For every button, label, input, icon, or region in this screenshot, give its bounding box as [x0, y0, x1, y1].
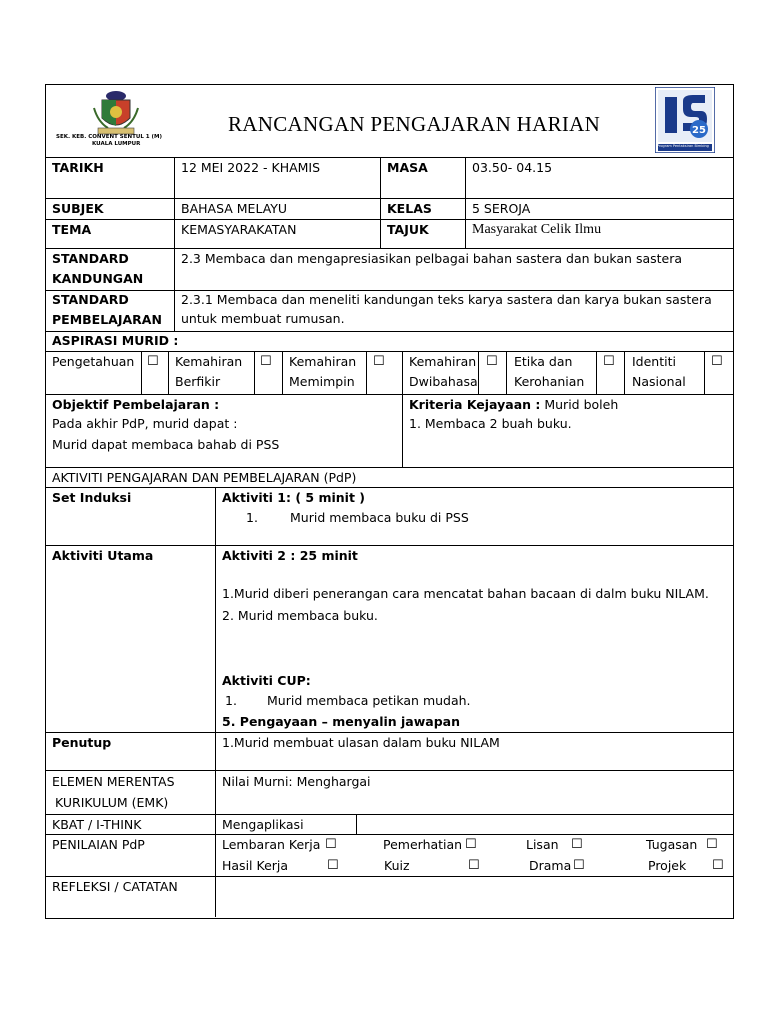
tarikh-value: 12 MEI 2022 - KHAMIS [181, 160, 321, 175]
penutup-value: 1.Murid membuat ulasan dalam buku NILAM [222, 735, 500, 750]
standard-pembelajaran-value: untuk membuat rumusan. [181, 311, 345, 326]
aktiviti-utama-line: 1.Murid diberi penerangan cara mencatat bahan bacaan di dalm buku NILAM. [222, 586, 709, 601]
set-induksi-num: 1. [246, 510, 258, 525]
penilaian-option: Tugasan [646, 837, 698, 852]
tarikh-label: TARIKH [52, 160, 104, 175]
set-induksi-label: Set Induksi [52, 490, 132, 505]
kelas-value: 5 SEROJA [472, 201, 531, 216]
masa-label: MASA [387, 160, 428, 175]
aktiviti-utama-title: Aktiviti 2 : 25 minit [222, 548, 358, 563]
set-induksi-title: Aktiviti 1: ( 5 minit ) [222, 490, 365, 505]
aktiviti-cup-title: Aktiviti CUP: [222, 673, 311, 688]
penilaian-option: Kuiz [384, 858, 410, 873]
aspirasi-checkbox[interactable]: ☐ [486, 354, 498, 369]
divider [624, 351, 625, 394]
divider [254, 351, 255, 394]
refleksi-field[interactable] [216, 877, 732, 916]
penilaian-checkbox[interactable]: ☐ [712, 858, 724, 873]
divider [478, 351, 479, 394]
divider [402, 394, 403, 467]
kelas-label: KELAS [387, 201, 432, 216]
standard-pembelajaran-value: 2.3.1 Membaca dan meneliti kandungan teks karya sastera dan karya bukan sastera [181, 292, 712, 307]
aspirasi-item-memimpin: Memimpin [289, 374, 355, 389]
tajuk-label: TAJUK [387, 222, 429, 237]
divider [366, 351, 367, 394]
penilaian-checkbox[interactable]: ☐ [573, 858, 585, 873]
aspirasi-item-etika: Etika dan [514, 354, 573, 369]
standard-kandungan-value: 2.3 Membaca dan mengapresiasikan pelbagai bahan sastera dan bukan sastera [181, 251, 683, 266]
aspirasi-checkbox[interactable]: ☐ [373, 354, 385, 369]
pengayaan-line: 5. Pengayaan – menyalin jawapan [222, 714, 460, 729]
aspirasi-checkbox[interactable]: ☐ [711, 354, 723, 369]
aspirasi-item-memimpin: Kemahiran [289, 354, 357, 369]
penilaian-checkbox[interactable]: ☐ [325, 837, 337, 852]
kriteria-heading [409, 395, 618, 415]
kriteria-heading-rest: Murid boleh [540, 397, 619, 412]
penilaian-checkbox[interactable]: ☐ [571, 837, 583, 852]
divider [174, 157, 175, 331]
objektif-line: Pada akhir PdP, murid dapat : [52, 416, 238, 431]
aspirasi-item-identiti: Identiti [632, 354, 676, 369]
penilaian-checkbox[interactable]: ☐ [465, 837, 477, 852]
penilaian-checkbox[interactable]: ☐ [327, 858, 339, 873]
kriteria-line: 1. Membaca 2 buah buku. [409, 416, 572, 431]
subjek-label: SUBJEK [52, 201, 104, 216]
subjek-value: BAHASA MELAYU [181, 201, 288, 216]
aktiviti-header: AKTIVITI PENGAJARAN DAN PEMBELAJARAN (PdP) [52, 470, 357, 485]
tema-value: KEMASYARAKATAN [181, 222, 297, 237]
divider [380, 157, 381, 248]
aspirasi-item-identiti: Nasional [632, 374, 686, 389]
emk-label: KURIKULUM (EMK) [55, 795, 169, 810]
aspirasi-item-dwibahasa: Kemahiran [409, 354, 477, 369]
penilaian-checkbox[interactable]: ☐ [468, 858, 480, 873]
penilaian-checkbox[interactable]: ☐ [706, 837, 718, 852]
program-logo-number: 25 [692, 125, 706, 136]
penilaian-option: Lisan [526, 837, 559, 852]
aktiviti-utama-label: Aktiviti Utama [52, 548, 154, 563]
aspirasi-checkbox[interactable]: ☐ [603, 354, 615, 369]
divider [506, 351, 507, 394]
penilaian-label: PENILAIAN PdP [52, 837, 145, 852]
divider [141, 351, 142, 394]
aspirasi-label: ASPIRASI MURID : [52, 333, 179, 348]
aktiviti-cup-num: 1. [225, 693, 237, 708]
school-name: SEK. KEB. CONVENT SENTUL 1 (M) [56, 134, 162, 140]
standard-kandungan-label: KANDUNGAN [52, 271, 144, 286]
divider [402, 351, 403, 394]
divider [465, 157, 466, 248]
school-crest [88, 88, 144, 136]
masa-value: 03.50- 04.15 [472, 160, 553, 175]
tajuk-value: Masyarakat Celik Ilmu [472, 222, 602, 237]
page-title: RANCANGAN PENGAJARAN HARIAN [228, 112, 601, 136]
aspirasi-item-etika: Kerohanian [514, 374, 585, 389]
tema-label: TEMA [52, 222, 92, 237]
aspirasi-checkbox[interactable]: ☐ [260, 354, 272, 369]
penilaian-option: Drama [529, 858, 572, 873]
standard-pembelajaran-label: PEMBELAJARAN [52, 312, 162, 327]
program-logo-caption: Program Pentaksiran Bimbing [657, 144, 709, 148]
aktiviti-utama-line: 2. Murid membaca buku. [222, 608, 378, 623]
divider [45, 814, 733, 815]
emk-value: Nilai Murni: Menghargai [222, 774, 371, 789]
divider [596, 351, 597, 394]
penilaian-option: Lembaran Kerja [222, 837, 321, 852]
penilaian-option: Pemerhatian [383, 837, 463, 852]
divider [168, 351, 169, 394]
divider [282, 351, 283, 394]
aktiviti-cup-item: Murid membaca petikan mudah. [267, 693, 471, 708]
kbat-value: Mengaplikasi [222, 817, 304, 832]
penutup-label: Penutup [52, 735, 112, 750]
school-city: KUALA LUMPUR [92, 141, 141, 147]
standard-pembelajaran-label: STANDARD [52, 292, 129, 307]
emk-label: ELEMEN MERENTAS [52, 774, 175, 789]
penilaian-option: Projek [648, 858, 687, 873]
divider [215, 487, 216, 917]
refleksi-label: REFLEKSI / CATATAN [52, 879, 178, 894]
aspirasi-checkbox[interactable]: ☐ [147, 354, 159, 369]
divider [356, 814, 357, 834]
objektif-heading: Objektif Pembelajaran : [52, 397, 220, 412]
aspirasi-item-pengetahuan: Pengetahuan [52, 354, 135, 369]
set-induksi-item: Murid membaca buku di PSS [290, 510, 469, 525]
divider [704, 351, 705, 394]
aspirasi-item-berfikir: Kemahiran [175, 354, 243, 369]
penilaian-option: Hasil Kerja [222, 858, 289, 873]
divider [45, 770, 733, 771]
kbat-label: KBAT / I-THINK [52, 817, 142, 832]
aspirasi-item-dwibahasa: Dwibahasa [409, 374, 478, 389]
kriteria-heading-bold: Kriteria Kejayaan : [409, 397, 541, 412]
aspirasi-item-berfikir: Berfikir [175, 374, 221, 389]
objektif-line: Murid dapat membaca bahab di PSS [52, 437, 280, 452]
standard-kandungan-label: STANDARD [52, 251, 129, 266]
